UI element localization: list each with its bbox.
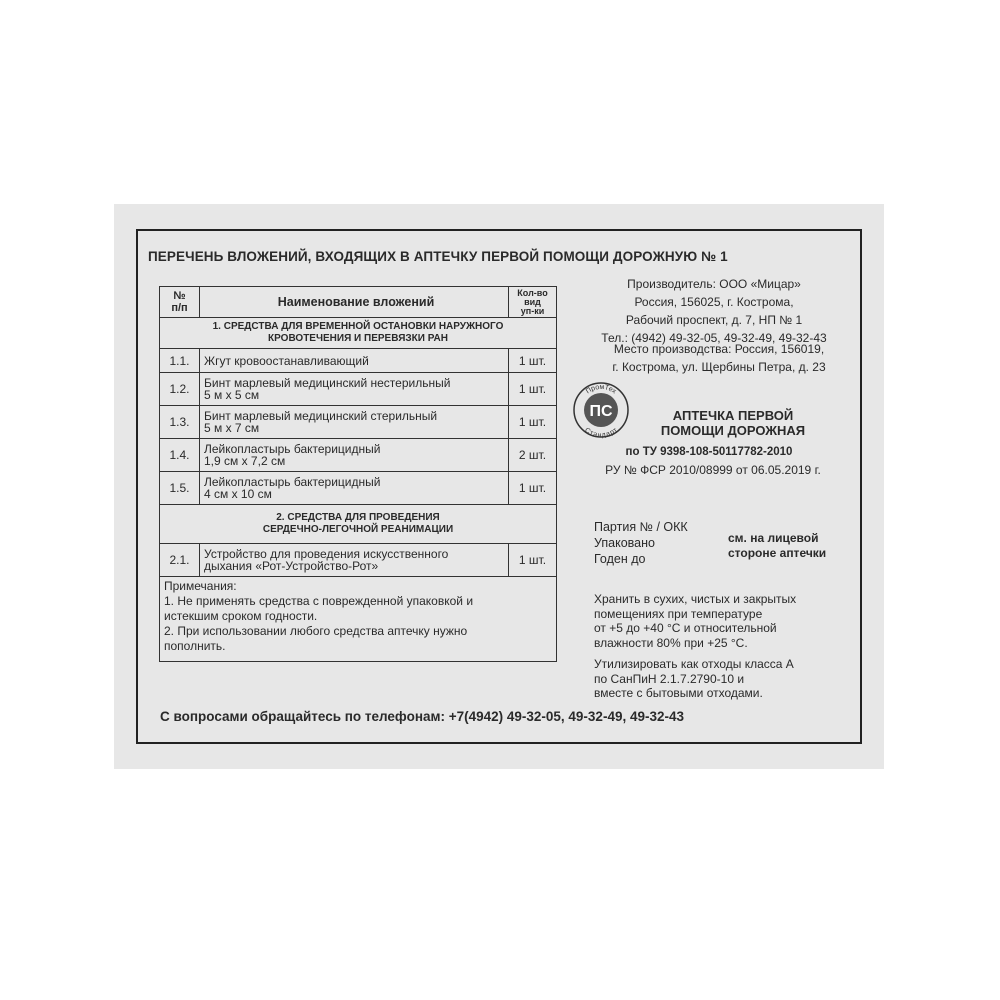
- row-name: [200, 373, 509, 406]
- manufacturer-line: Рабочий проспект, д. 7, НП № 1: [625, 313, 803, 327]
- row-num: 1.5.: [160, 472, 200, 505]
- header-name: Наименование вложений: [200, 287, 509, 318]
- batch-labels: [594, 519, 724, 567]
- row-name-line2: 5 м x 5 см: [204, 388, 260, 402]
- expiry-label: Годен до: [594, 552, 646, 566]
- row-qty: 1 шт.: [509, 472, 557, 505]
- storage-line: от +5 до +40 °С и относительной: [594, 621, 777, 635]
- storage-line: Хранить в сухих, чистых и закрытых: [594, 592, 797, 606]
- kit-title-line2: ПОМОЩИ ДОРОЖНАЯ: [660, 423, 806, 438]
- header-qty-line3: уп-ки: [520, 305, 545, 316]
- registration-number: РУ № ФСР 2010/08999 от 06.05.2019 г.: [605, 463, 821, 477]
- tech-spec: по ТУ 9398-108-50117782-2010: [625, 446, 793, 458]
- section-1-heading: [160, 318, 557, 349]
- row-num: 1.3.: [160, 406, 200, 439]
- production-place: [574, 340, 864, 376]
- row-num: 1.4.: [160, 439, 200, 472]
- contact-footer: С вопросами обращайтесь по телефонам: +7(4942) 49-32-05, 49-32-49, 49-32-43: [160, 709, 684, 724]
- note-line: пополнить.: [164, 639, 226, 653]
- row-name: [200, 349, 509, 373]
- section-row-1: [160, 318, 557, 349]
- note-line: 2. При использовании любого средства аптечку нужно: [164, 624, 468, 638]
- table-row: [160, 349, 557, 373]
- table-row: [160, 472, 557, 505]
- section-1-line1: 1. СРЕДСТВА ДЛЯ ВРЕМЕННОЙ ОСТАНОВКИ НАРУЖНОГО: [212, 321, 504, 332]
- insert-frame: [136, 229, 862, 744]
- kit-title-line1: АПТЕЧКА ПЕРВОЙ: [672, 408, 794, 423]
- section-1-line2: КРОВОТЕЧЕНИЯ И ПЕРЕВЯЗКИ РАН: [268, 333, 448, 344]
- row-name-line1: Лейкопластырь бактерицидный: [204, 442, 381, 456]
- row-num: 2.1.: [160, 544, 200, 577]
- header-qty: [509, 287, 557, 318]
- row-qty: 1 шт.: [509, 406, 557, 439]
- row-name: [200, 544, 509, 577]
- disposal-line: Утилизировать как отходы класса А: [594, 657, 794, 671]
- table-row: [160, 406, 557, 439]
- logo-letters: ПС: [589, 403, 613, 420]
- row-name-line2: 5 м x 7 см: [204, 421, 260, 435]
- row-name-line1: Устройство для проведения искусственного: [204, 547, 449, 561]
- row-qty: 1 шт.: [509, 373, 557, 406]
- storage-line: помещениях при температуре: [594, 606, 763, 621]
- batch-reference: [728, 531, 848, 561]
- disposal-line: по СанПиН 2.1.7.2790-10 и: [594, 671, 745, 686]
- table-header-row: [160, 287, 557, 318]
- section-2-line2: СЕРДЕЧНО-ЛЕГОЧНОЙ РЕАНИМАЦИИ: [262, 524, 454, 535]
- row-name: [200, 472, 509, 505]
- logo-text-top: ПромТех: [584, 383, 618, 396]
- logo-text-bottom: Стандарт: [583, 426, 619, 439]
- header-num: [160, 287, 200, 318]
- row-name-line2: 1,9 см x 7,2 см: [204, 454, 286, 468]
- table-row: [160, 373, 557, 406]
- table-row: [160, 439, 557, 472]
- note-line: 1. Не применять средства с поврежденной упаковкой и: [164, 594, 474, 608]
- row-num: 1.2.: [160, 373, 200, 406]
- disposal-line: вместе с бытовыми отходами.: [594, 686, 763, 700]
- notes: [160, 577, 557, 662]
- row-name-line1: Жгут кровоостанавливающий: [204, 353, 369, 368]
- row-name-line1: Лейкопластырь бактерицидный: [204, 475, 381, 489]
- batch-reference-line1: см. на лицевой: [728, 531, 819, 545]
- storage-instructions: [594, 592, 844, 650]
- note-line: истекшим сроком годности.: [164, 609, 318, 623]
- row-name-line2: дыхания «Рот-Устройство-Рот»: [204, 559, 379, 573]
- section-row-2: [160, 505, 557, 544]
- manufacturer-info: [574, 275, 854, 347]
- header-qty-line1: Кол-во: [517, 287, 548, 298]
- contents-table: [159, 286, 557, 662]
- header-num-line1: №: [173, 290, 186, 302]
- row-qty: 1 шт.: [509, 349, 557, 373]
- row-name-line1: Бинт марлевый медицинский стерильный: [204, 409, 438, 423]
- section-2-heading: [160, 505, 557, 544]
- batch-label: Партия № / ОКК: [594, 520, 688, 534]
- packed-label: Упаковано: [594, 536, 655, 550]
- row-name-line1: Бинт марлевый медицинский нестерильный: [204, 376, 451, 390]
- kit-title: [638, 408, 828, 438]
- page-title: ПЕРЕЧЕНЬ ВЛОЖЕНИЙ, ВХОДЯЩИХ В АПТЕЧКУ ПЕРВОЙ ПОМОЩИ ДОРОЖНУЮ № 1: [148, 249, 728, 264]
- notes-row: [160, 577, 557, 662]
- production-line: Место производства: Россия, 156019,: [613, 342, 825, 356]
- storage-line: влажности 80% при +25 °С.: [594, 635, 748, 650]
- row-qty: 2 шт.: [509, 439, 557, 472]
- row-qty: 1 шт.: [509, 544, 557, 577]
- row-name: [200, 406, 509, 439]
- notes-heading: Примечания:: [164, 579, 237, 593]
- header-qty-line2: вид: [524, 296, 541, 307]
- row-num: 1.1.: [160, 349, 200, 373]
- batch-reference-line2: стороне аптечки: [728, 546, 827, 560]
- header-num-line2: п/п: [171, 302, 188, 314]
- certification-logo-icon: [572, 381, 630, 439]
- row-name-line2: 4 см x 10 см: [204, 487, 272, 501]
- manufacturer-line: Россия, 156025, г. Кострома,: [634, 295, 794, 309]
- manufacturer-line: Производитель: ООО «Мицар»: [627, 277, 801, 291]
- manufacturer-phone: Тел.: (4942) 49-32-05, 49-32-49, 49-32-43: [601, 331, 827, 345]
- section-2-line1: 2. СРЕДСТВА ДЛЯ ПРОВЕДЕНИЯ: [276, 512, 440, 523]
- row-name: [200, 439, 509, 472]
- table-row: [160, 544, 557, 577]
- disposal-instructions: [594, 657, 844, 701]
- production-line: г. Кострома, ул. Щербины Петра, д. 23: [612, 360, 826, 374]
